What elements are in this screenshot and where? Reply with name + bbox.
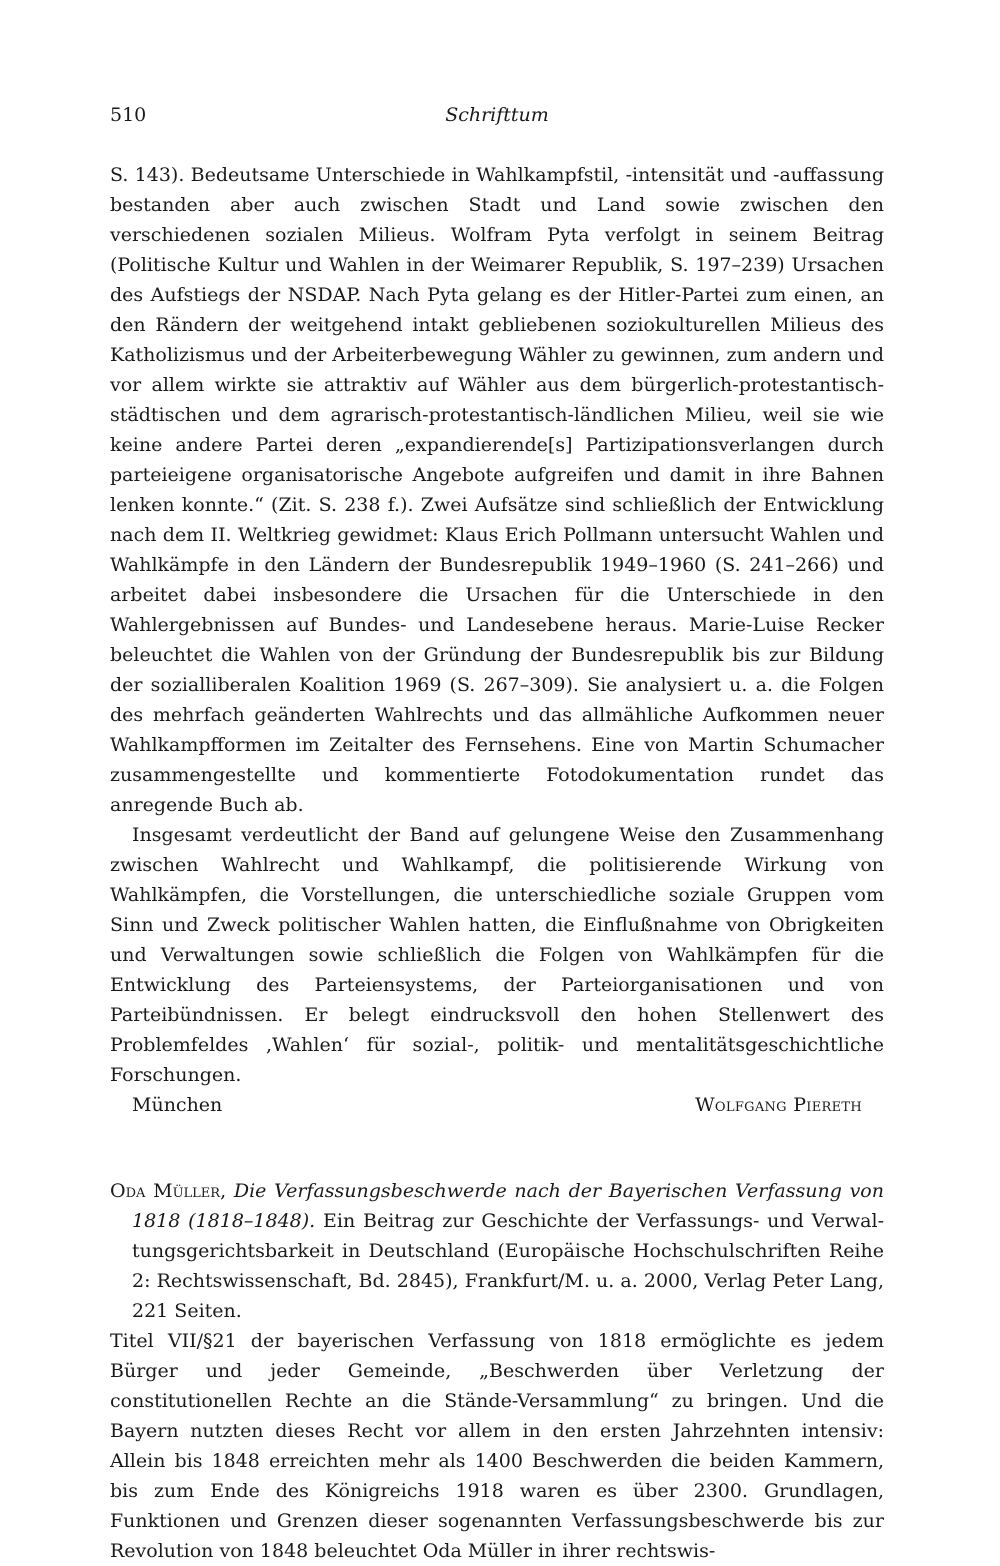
review2-bibliographic-entry [110,1176,884,1326]
running-head [110,100,884,136]
author-separator: , [220,1180,234,1202]
review1-paragraph-2: Insgesamt verdeutlicht der Band auf gelungene Weise den Zusammenhang zwischen Wahlrecht und Wahlkampf, die politisierende Wirkung von Wahlkämpfen, die Vorstellungen, die unterschiedliche soziale Gruppen vom Sinn und Zweck politischer Wahlen hatten, die Einflußnahme von Obrigkeiten und Verwaltungen sowie schließlich die Folgen von Wahlkämpfen für die Entwicklung des Parteiensystems, der Parteiorganisationen und von Parteibündnissen. Er belegt eindrucksvoll den hohen Stellenwert des Problemfeldes ‚Wahlen‘ für sozial-, politik- und mentalitätsgeschichtliche Forschungen. [110,824,884,1086]
book-author: Oda Müller [110,1180,221,1202]
book-title: Die Verfassungsbeschwerde nach der Bayerischen Verfassung von 1818 (1818–1848). [132,1180,884,1232]
reviewer-name: Wolfgang Piereth [695,1094,862,1116]
page-number: 510 [110,104,147,126]
review1-paragraph-1: S. 143). Bedeutsame Unterschiede in Wahlkampfstil, -intensität und -auffassung bestanden aber auch zwischen Stadt und Land sowie zwischen den verschiedenen sozialen Milieus. Wolfram Pyta verfolgt in seinem Beitrag (Politische Kultur und Wahlen in der Weimarer Republik, S. 197–239) Ursachen des Aufstiegs der NSDAP. Nach Pyta gelang es der Hitler-Partei zum einen, an den Rändern der weitgehend intakt gebliebenen soziokulturellen Milieus des Katholizismus und der Arbeiterbewegung Wähler zu gewinnen, zum andern und vor allem wirkte sie attraktiv auf Wähler aus dem bürgerlich-protestantisch-städtischen und dem agrarisch-protestantisch-ländlichen Milieu, weil sie wie keine andere Partei deren „expandierende[s] Partizipationsverlangen durch parteieigene organisatorische Angebote aufgreifen und damit in ihre Bahnen lenken konnte.“ (Zit. S. 238 f.). Zwei Aufsätze sind schließlich der Entwicklung nach dem II. Weltkrieg gewidmet: Klaus Erich Pollmann untersucht Wahlen und Wahlkämpfe in den Ländern der Bundesrepublik 1949–1960 (S. 241–266) und arbeitet dabei insbesondere die Ursachen für die Unterschiede in den Wahlergebnissen auf Bundes- und Landesebene heraus. Marie-Luise Recker beleuchtet die Wahlen von der Gründung der Bundesrepublik bis zur Bildung der sozialliberalen Koalition 1969 (S. 267–309). Sie analysiert u. a. die Folgen des mehrfach geänderten Wahlrechts und das allmähliche Aufkommen neuer Wahlkampfformen im Zeitalter des Fernsehens. Eine von Martin Schumacher zusammengestellte und kommentierte Fotodokumentation rundet das anregende Buch ab. [110,164,884,816]
page [110,100,884,1566]
book-details: Ein Beitrag zur Geschichte der Verfassungs- und Verwaltungsgerichtsbarkeit in Deutschland (Europäische Hochschulschriften Reihe 2: Rechtswissenschaft, Bd. 2845), Frankfurt/M. u. a. 2000, Verlag Peter Lang, 221 Seiten. [132,1210,884,1322]
review1-signature [110,1090,884,1120]
review-place: München [132,1094,223,1116]
article-body [110,160,884,1566]
review2-paragraph-1: Titel VII/§21 der bayerischen Verfassung von 1818 ermöglichte es jedem Bürger und jeder Gemeinde, „Beschwerden über Verletzung der constitutionellen Rechte an die Stände-Versammlung“ zu bringen. Und die Bayern nutzten dieses Recht vor allem in den ersten Jahrzehnten intensiv: Allein bis 1848 erreichten mehr als 1400 Beschwerden die beiden Kammern, bis zum Ende des Königreichs 1918 waren es über 2300. Grundlagen, Funktionen und Grenzen dieser sogenannten Verfassungsbeschwerde bis zur Revolution von 1848 beleuchtet Oda Müller in ihrer rechtswis- [110,1330,884,1562]
running-title: Schrifttum [445,104,549,126]
